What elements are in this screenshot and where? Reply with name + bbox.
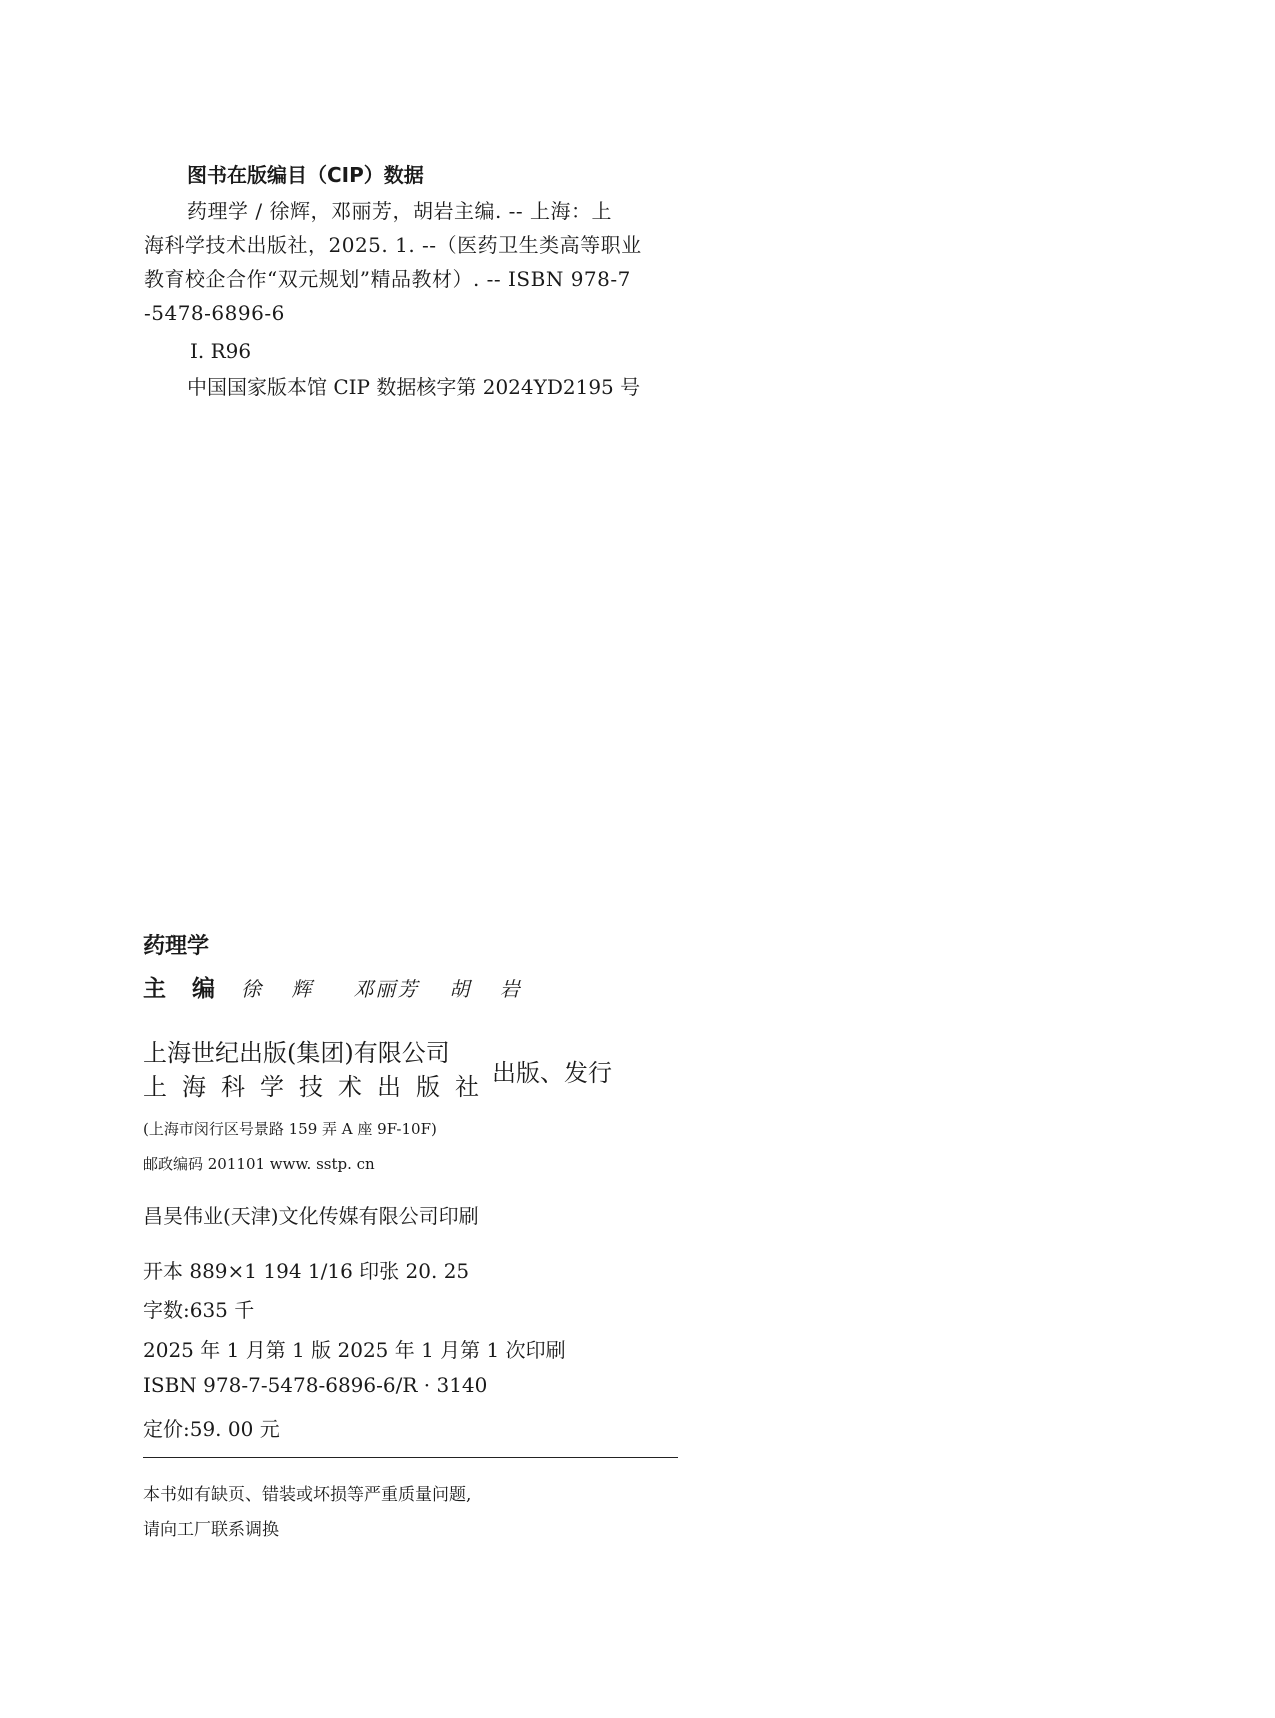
postal-code: 邮政编码 201101 www. sstp. cn [143,1155,375,1173]
cip-record-number: 中国国家版本馆 CIP 数据核字第 2024YD2195 号 [187,375,641,399]
publisher-suffix: 出版、发行 [492,1059,612,1087]
publisher-line-1: 上海世纪出版(集团)有限公司 [143,1039,450,1067]
edition-info: 2025 年 1 月第 1 版 2025 年 1 月第 1 次印刷 [143,1338,566,1362]
book-title: 药理学 [143,934,210,959]
editor-name: 徐 辉 [241,977,324,1001]
divider [143,1457,678,1458]
cip-line-1: 药理学 / 徐辉，邓丽芳，胡岩主编. -- 上海：上 [187,199,613,223]
cip-line-3: 教育校企合作“双元规划”精品教材）. -- ISBN 978-7 [144,267,631,291]
price: 定价:59. 00 元 [143,1417,280,1441]
cip-line-4: -5478-6896-6 [144,301,285,325]
editor-row [143,970,562,1003]
publisher-address: (上海市闵行区号景路 159 弄 A 座 9F-10F) [143,1120,437,1138]
editor-name: 邓丽芳 [353,977,420,1001]
cip-heading: 图书在版编目（CIP）数据 [187,163,424,187]
notice-line-1: 本书如有缺页、错装或坏损等严重质量问题, [143,1485,472,1505]
printer: 昌昊伟业(天津)文化传媒有限公司印刷 [143,1204,479,1228]
notice-line-2: 请向工厂联系调换 [143,1520,279,1540]
editor-label: 主编 [143,976,241,1002]
format-info: 开本 889×1 194 1/16 印张 20. 25 [143,1259,470,1283]
cip-classification: Ⅰ. R96 [190,339,252,363]
publisher-block [143,1036,494,1104]
word-count: 字数:635 千 [143,1298,255,1322]
publisher-line-2: 上海科学技术出版社 [143,1073,494,1101]
isbn: ISBN 978-7-5478-6896-6/R · 3140 [143,1373,488,1397]
cip-line-2: 海科学技术出版社，2025. 1. --（医药卫生类高等职业 [144,233,642,257]
editor-name: 胡 岩 [449,977,532,1001]
